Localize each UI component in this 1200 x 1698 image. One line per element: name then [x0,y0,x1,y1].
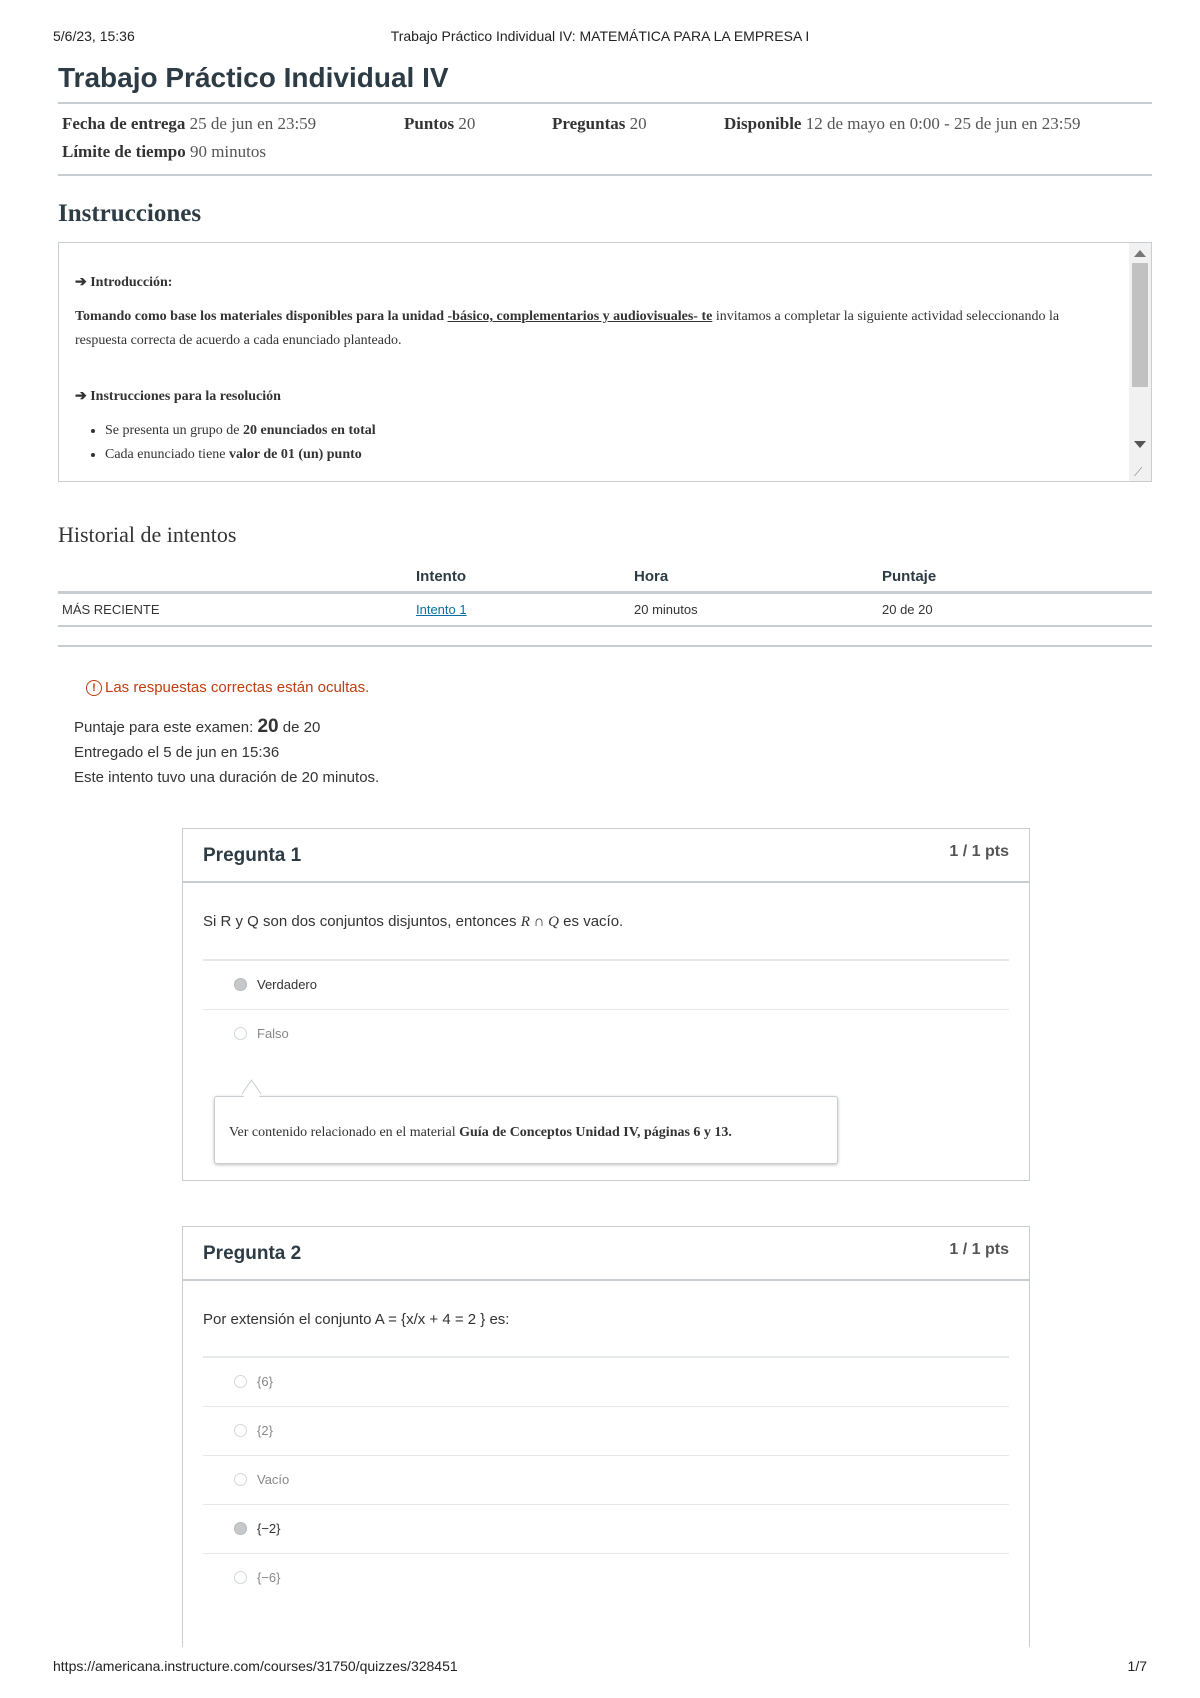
due-date-value: 25 de jun en 23:59 [189,114,317,133]
table-row [58,593,1152,627]
score-value: 20 [257,716,279,737]
question-header [183,829,1029,883]
answer-label: Vacío [257,1472,290,1487]
question-count [552,114,647,134]
radio-icon[interactable] [234,978,247,991]
divider [58,645,1152,647]
due-date-label: Fecha de entrega [62,114,186,133]
arrow-right-icon: ➔ [75,275,87,290]
answer-label: {6} [257,1374,273,1389]
duration-line: Este intento tuvo una duración de 20 minutos. [74,769,380,786]
answer-label: {−6} [257,1570,281,1585]
time-limit-value: 90 minutos [189,142,266,161]
attempt-history-table [58,562,1152,627]
resize-handle-icon[interactable]: ⟋ [1134,465,1143,479]
instructions-list [75,419,1081,467]
question-title: Pregunta 1 [203,845,302,866]
scroll-thumb[interactable] [1132,263,1148,387]
points-value: 20 [458,114,476,133]
answer-option[interactable] [203,1010,1009,1058]
points [404,114,475,134]
print-header [53,28,1147,48]
points-label: Puntos [404,114,455,133]
submitted-line: Entregado el 5 de jun en 15:36 [74,744,280,761]
attempt-summary [74,714,1152,790]
intro-title: ➔ Introducción: [75,275,173,290]
quiz-meta [58,104,1152,174]
feedback-pointer [242,1079,262,1107]
math-expression: R ∩ Q [520,914,560,930]
instructions-heading: Instrucciones [58,200,202,227]
hidden-answers-notice [86,679,1152,696]
resolution-title: ➔ Instrucciones para la resolución [75,389,281,404]
question-1 [182,828,1030,1181]
attempt-cell [412,593,630,627]
question-text: Si R y Q son dos conjuntos disjuntos, entonces R ∩ Q es vacío. [203,883,1009,961]
answer-label: {−2} [257,1521,281,1536]
attempt-time: 20 minutos [630,593,878,627]
instructions-scrollbar[interactable] [1129,243,1151,481]
time-limit [62,142,266,162]
hidden-answers-text: Las respuestas correctas están ocultas. [105,679,370,696]
radio-icon[interactable] [234,1571,247,1584]
availability-value: 12 de mayo en 0:00 - 25 de jun en 23:59 [805,114,1081,133]
instructions-box[interactable] [58,242,1152,482]
print-datetime: 5/6/23, 15:36 [53,28,135,44]
print-url: https://americana.instructure.com/courses/31750/quizzes/328451 [53,1658,458,1674]
column-header: Hora [630,562,878,593]
answer-option[interactable] [203,1554,1009,1602]
answer-option[interactable] [203,1505,1009,1554]
page-title: Trabajo Práctico Individual IV [58,62,449,93]
attempt-label: MÁS RECIENTE [58,593,412,627]
attempt-link[interactable]: Intento 1 [416,602,467,617]
list-item: • Se presenta un grupo de 20 enunciados en total [105,419,1081,443]
warning-icon: ! [86,680,102,696]
answer-option[interactable] [203,1358,1009,1407]
scroll-down-icon[interactable] [1134,441,1146,448]
answer-label: {2} [257,1423,273,1438]
list-item: • Cada enunciado tiene valor de 01 (un) punto [105,443,1081,467]
answer-label: Verdadero [257,977,317,992]
quiz-content [58,62,1152,790]
scroll-up-icon[interactable] [1134,250,1146,257]
answer-option[interactable] [203,1456,1009,1505]
divider [58,174,1152,176]
history-heading: Historial de intentos [58,522,237,547]
radio-icon[interactable] [234,1522,247,1535]
answer-option[interactable] [203,961,1009,1010]
question-text: Por extensión el conjunto A = {x/x + 4 = 2 } es: [203,1281,1009,1358]
availability [724,114,1081,134]
column-header: Puntaje [878,562,1152,593]
print-footer [53,1658,1147,1674]
question-title: Pregunta 2 [203,1243,302,1264]
answer-label: Falso [257,1026,289,1041]
question-header [183,1227,1029,1281]
feedback-text: Ver contenido relacionado en el material Guía de Conceptos Unidad IV, páginas 6 y 13. [229,1125,732,1140]
page-number: 1/7 [1127,1658,1147,1674]
due-date [62,114,316,134]
availability-label: Disponible [724,114,802,133]
column-header [58,562,412,593]
question-count-value: 20 [629,114,647,133]
score-line: Puntaje para este examen: 20 de 20 [74,716,321,737]
column-header: Intento [412,562,630,593]
print-doc-title: Trabajo Práctico Individual IV: MATEMÁTICA PARA LA EMPRESA I [390,28,810,44]
radio-icon[interactable] [234,1473,247,1486]
radio-icon[interactable] [234,1424,247,1437]
feedback-box [214,1096,838,1164]
answer-option[interactable] [203,1407,1009,1456]
time-limit-label: Límite de tiempo [62,142,186,161]
radio-icon[interactable] [234,1027,247,1040]
question-2 [182,1226,1030,1647]
attempt-score: 20 de 20 [878,593,1152,627]
intro-paragraph: Tomando como base los materiales disponibles para la unidad -básico, complementarios y audiovisuales- te invitamos a completar la siguiente actividad seleccionando la respuesta correcta de acuerdo a cada enunciado planteado. [75,309,1060,348]
question-points: 1 / 1 pts [949,843,1009,860]
arrow-right-icon: ➔ [75,389,87,404]
radio-icon[interactable] [234,1375,247,1388]
question-count-label: Preguntas [552,114,626,133]
question-points: 1 / 1 pts [949,1241,1009,1258]
